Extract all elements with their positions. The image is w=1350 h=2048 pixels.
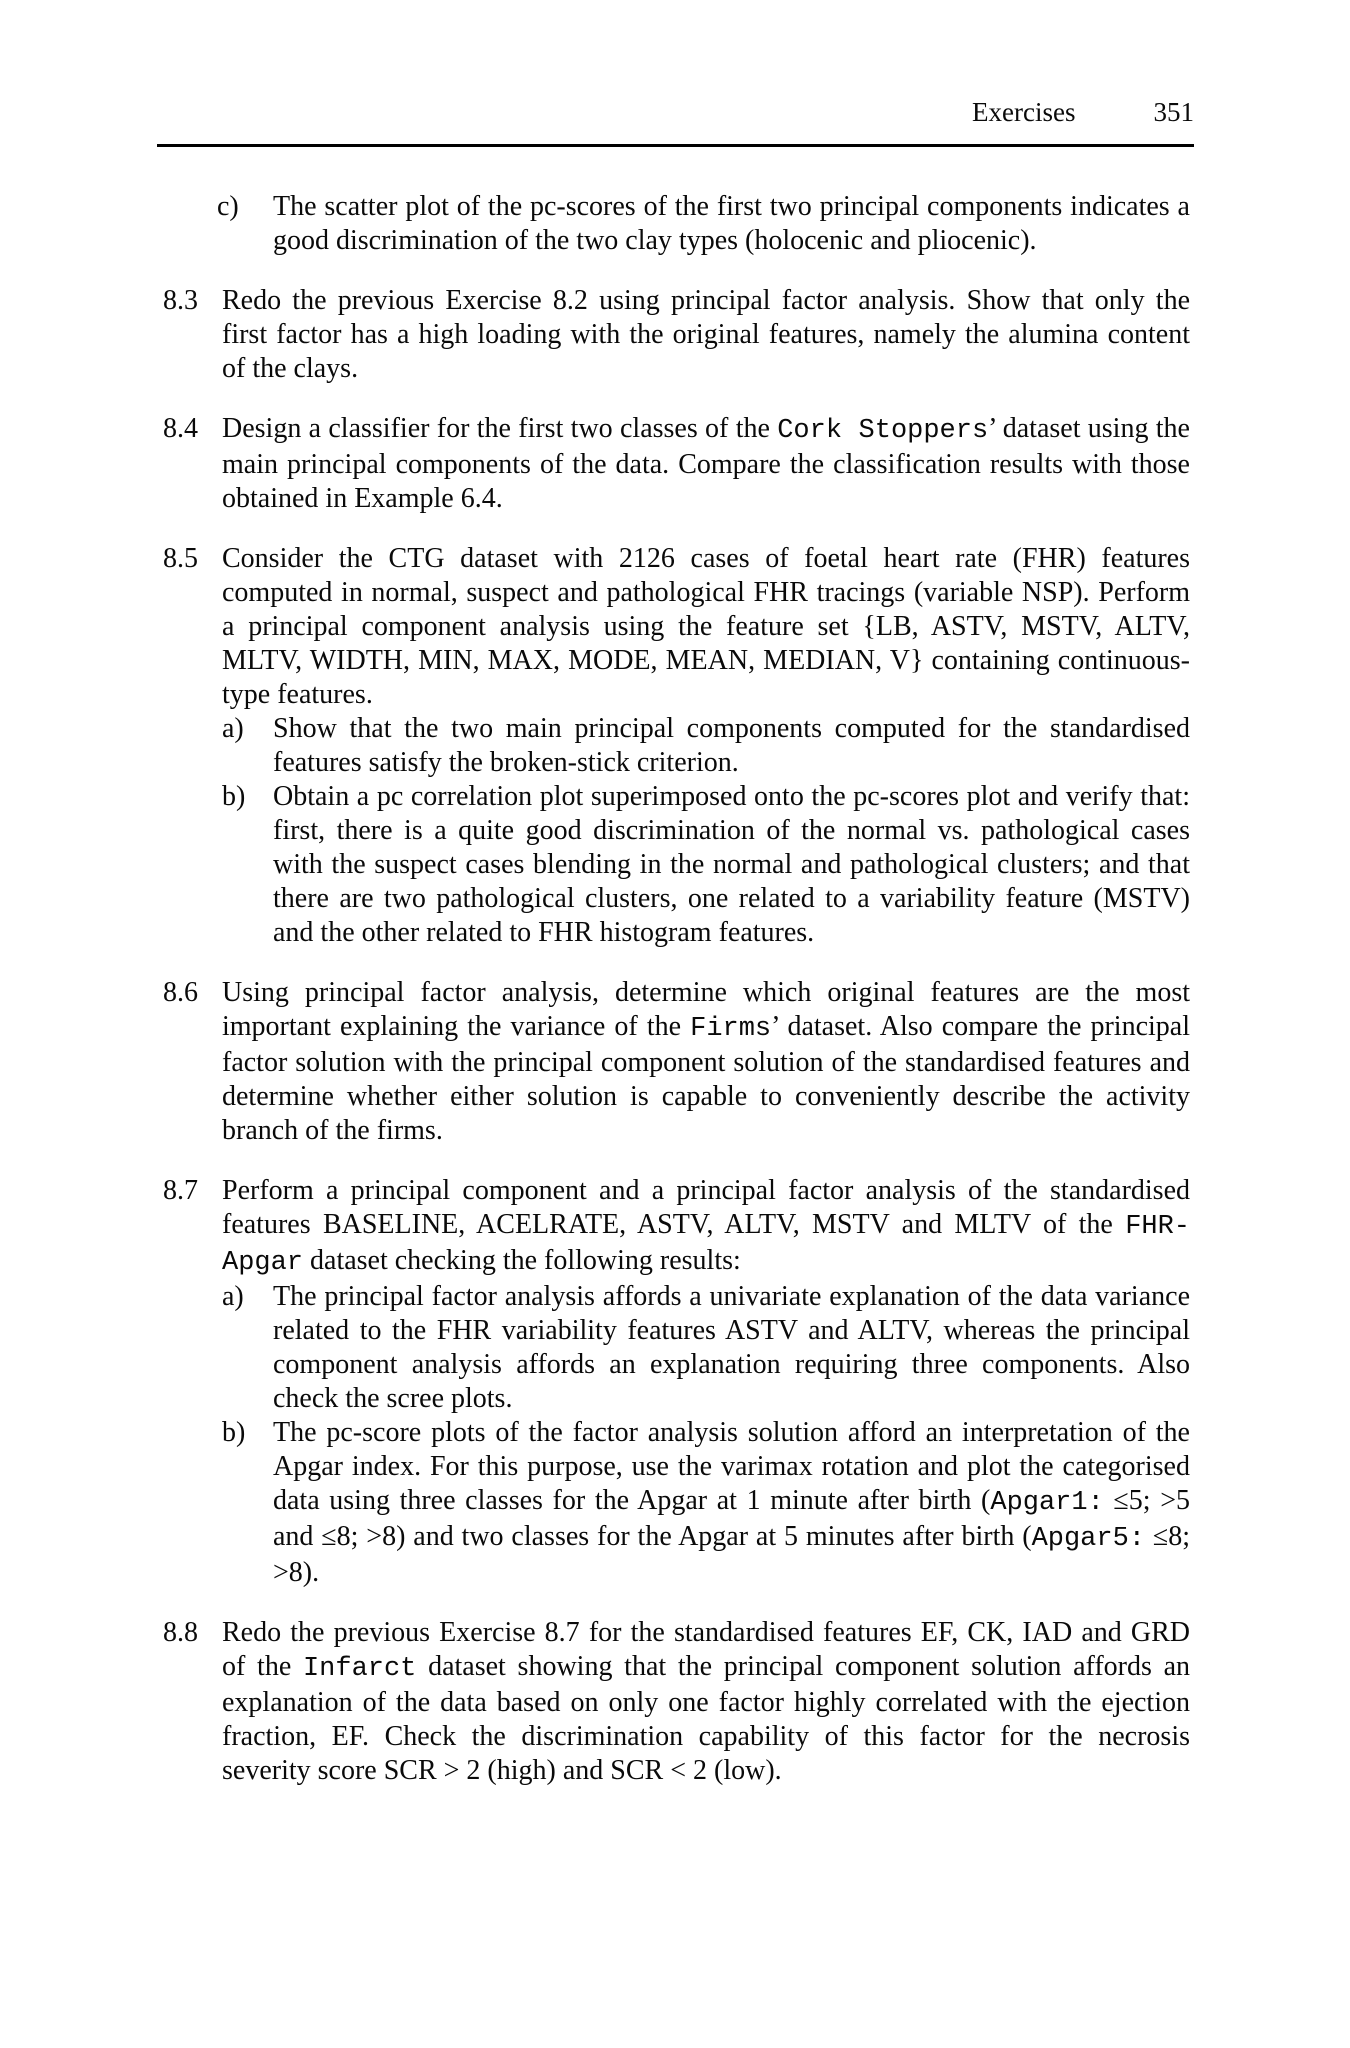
text-segment: dataset checking the following results:	[303, 1245, 741, 1276]
header-section-title: Exercises	[972, 97, 1076, 127]
exercise-number: c)	[217, 191, 239, 222]
exercise-number: 8.3	[163, 285, 198, 316]
exercise-subitem	[222, 780, 1190, 950]
exercise-paragraph	[222, 542, 1190, 712]
header-rule	[157, 144, 1194, 147]
text-segment: The pc-score plots of the factor analysis solution afford an interpretation of the Apgar index. For this purpose, use the varimax rotation and plot the categorised data using three classes for the Apgar at 1 minute after birth (	[273, 1417, 1190, 1516]
text-segment: ≤8; >8).	[273, 1521, 1190, 1588]
exercise-paragraph	[222, 1174, 1190, 1280]
exercise-subitem	[222, 712, 1190, 780]
exercise-list	[163, 190, 1190, 1788]
running-header	[157, 97, 1194, 128]
exercise-paragraph	[273, 190, 1190, 258]
subitem-paragraph	[273, 712, 1190, 780]
subitem-paragraph	[273, 1416, 1190, 1590]
text-segment: Using principal factor analysis, determine which original features are the most important explaining the variance of the	[222, 977, 1190, 1042]
subitem-label: b)	[222, 781, 246, 812]
exercise-item	[163, 1174, 1190, 1590]
subitem-label: a)	[222, 713, 244, 744]
dataset-name: Cork Stoppers	[777, 416, 989, 446]
text-segment: ’ dataset using the main principal components of the data. Compare the classification results with those obtained in Example 6.4.	[222, 413, 1190, 514]
header-page-number: 351	[1153, 97, 1194, 127]
exercise-item	[217, 190, 1190, 258]
dataset-name: Apgar5:	[1031, 1524, 1145, 1554]
exercise-number: 8.6	[163, 977, 198, 1008]
exercise-paragraph	[222, 412, 1190, 516]
exercise-number: 8.4	[163, 413, 198, 444]
text-segment: The scatter plot of the pc-scores of the first two principal components indicates a good discrimination of the two clay types (holocenic and pliocenic).	[273, 191, 1190, 256]
dataset-name: Apgar1:	[990, 1488, 1104, 1518]
exercise-paragraph	[222, 976, 1190, 1148]
text-segment: Show that the two main principal components computed for the standardised features satisfy the broken-stick criterion.	[273, 713, 1190, 778]
exercise-item	[163, 542, 1190, 950]
text-segment: Obtain a pc correlation plot superimposed onto the pc-scores plot and verify that: first, there is a quite good discrimination of the normal vs. pathological cases with the suspect cases blending in the normal and pathological clusters; and that there are two pathological clusters, one related to a variability feature (MSTV) and the other related to FHR histogram features.	[273, 781, 1190, 948]
exercise-number: 8.7	[163, 1175, 198, 1206]
exercise-number: 8.8	[163, 1617, 198, 1648]
exercise-subitem	[222, 1416, 1190, 1590]
text-segment: Redo the previous Exercise 8.7 for the standardised features EF, CK, IAD and GRD of the	[222, 1617, 1190, 1682]
dataset-name: FHR-Apgar	[222, 1212, 1190, 1278]
subitem-paragraph	[273, 780, 1190, 950]
exercise-subitem	[222, 1280, 1190, 1416]
exercise-item	[163, 412, 1190, 516]
text-segment: ’ dataset. Also compare the principal factor solution with the principal component solution of the standardised features and determine whether either solution is capable to conveniently describe the activity branch of the firms.	[222, 1011, 1190, 1146]
exercise-number: 8.5	[163, 543, 198, 574]
subitem-label: a)	[222, 1281, 244, 1312]
text-segment: Consider the CTG dataset with 2126 cases of foetal heart rate (FHR) features computed in normal, suspect and pathological FHR tracings (variable NSP). Perform a principal component analysis using the feature set {LB, ASTV, MSTV, ALTV, MLTV, WIDTH, MIN, MAX, MODE, MEAN, MEDIAN, V} containing continuous-type features.	[222, 543, 1190, 710]
text-segment: Design a classifier for the first two classes of the	[222, 413, 778, 444]
text-segment: dataset showing that the principal component solution affords an explanation of the data based on only one factor highly correlated with the ejection fraction, EF. Check the discrimination capability of this factor for the necrosis severity score SCR > 2 (high) and SCR < 2 (low).	[222, 1651, 1191, 1786]
subitem-label: b)	[222, 1417, 246, 1448]
dataset-name: Firms	[690, 1014, 772, 1044]
text-segment: ≤5; >5 and ≤8; >8) and two classes for the Apgar at 5 minutes after birth (	[273, 1485, 1190, 1552]
subitem-paragraph	[273, 1280, 1190, 1416]
exercise-item	[163, 1616, 1190, 1788]
exercise-item	[163, 976, 1190, 1148]
text-segment: The principal factor analysis affords a univariate explanation of the data variance related to the FHR variability features ASTV and ALTV, whereas the principal component analysis affords an explanation requiring three components. Also check the scree plots.	[273, 1281, 1190, 1414]
text-segment: Redo the previous Exercise 8.2 using principal factor analysis. Show that only the first factor has a high loading with the original features, namely the alumina content of the clays.	[222, 285, 1190, 384]
dataset-name: Infarct	[302, 1654, 417, 1684]
exercise-item	[163, 284, 1190, 386]
text-segment: Perform a principal component and a principal factor analysis of the standardised features BASELINE, ACELRATE, ASTV, ALTV, MSTV and MLTV of the	[222, 1175, 1190, 1240]
exercise-paragraph	[222, 284, 1190, 386]
exercise-paragraph	[222, 1616, 1190, 1788]
